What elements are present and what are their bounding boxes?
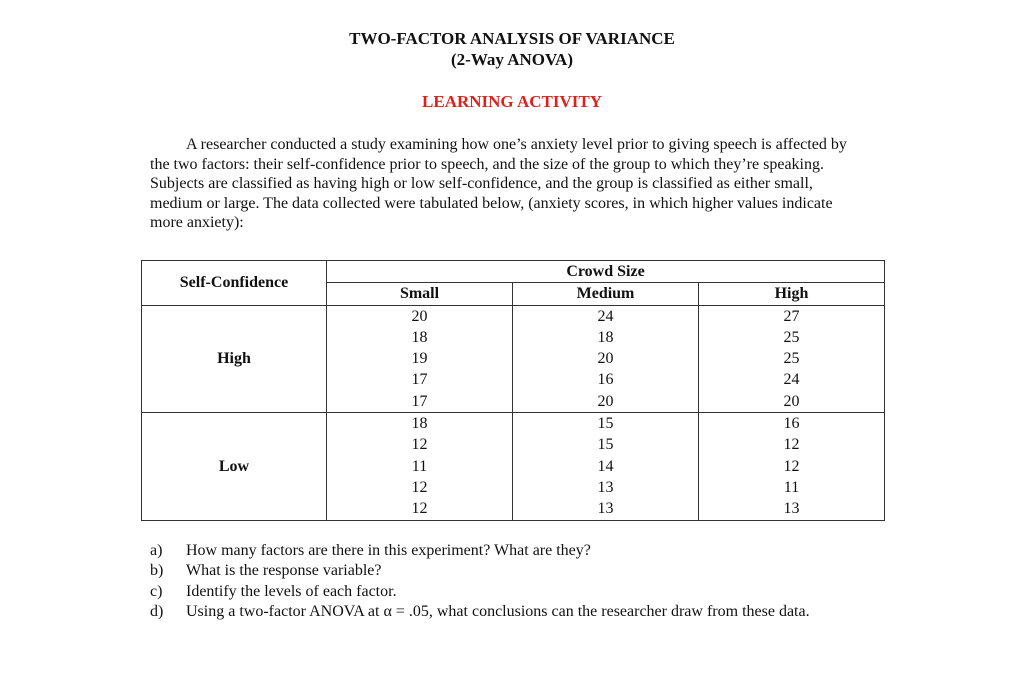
column-header-small: Small	[327, 283, 513, 305]
table-row-high	[142, 305, 885, 412]
value: 15	[597, 415, 614, 433]
intro-text: A researcher conducted a study examining how one’s anxiety level prior to giving speech is affected by the two factors: their self-confidence prior to speech, and the size of the group to which they’re speaking. Subjects are classified as having high or low self-confidence, and the group is classified as either small, medium or large. The data collected were tabulated below, (anxiety scores, in which higher values indicate more anxiety):	[150, 136, 847, 232]
col-factor-header: Crowd Size	[327, 261, 885, 283]
value: 14	[597, 457, 614, 475]
value: 11	[783, 478, 800, 496]
question-text: How many factors are there in this experiment? What are they?	[186, 542, 591, 559]
anxiety-data-table	[141, 260, 885, 521]
list-item	[150, 561, 880, 581]
value: 18	[411, 328, 428, 346]
cell-low-high	[699, 413, 885, 520]
value: 16	[783, 415, 800, 433]
question-label: d)	[150, 602, 164, 620]
value: 12	[411, 478, 428, 496]
value: 25	[783, 328, 800, 346]
list-item	[150, 602, 880, 622]
value: 17	[411, 392, 428, 410]
value: 20	[597, 350, 614, 368]
value: 15	[597, 436, 614, 454]
value: 20	[783, 392, 800, 410]
value: 13	[597, 500, 614, 518]
document-subtitle: (2-Way ANOVA)	[451, 50, 573, 69]
value: 18	[597, 328, 614, 346]
value: 12	[411, 500, 428, 518]
value: 11	[411, 457, 428, 475]
question-label: b)	[150, 562, 164, 580]
cell-high-high	[699, 305, 885, 412]
value: 27	[783, 307, 800, 325]
cell-low-medium	[513, 413, 699, 520]
question-text: Identify the levels of each factor.	[186, 582, 397, 600]
column-header-high: High	[699, 283, 885, 305]
column-header-medium: Medium	[513, 283, 699, 305]
question-text: Using a two-factor ANOVA at α = .05, what conclusions can the researcher draw from these data.	[186, 602, 810, 620]
list-item	[150, 541, 880, 561]
question-label: a)	[150, 542, 163, 559]
value: 16	[597, 371, 614, 389]
value: 20	[597, 392, 614, 410]
activity-label: LEARNING ACTIVITY	[422, 92, 602, 111]
intro-paragraph	[150, 135, 862, 233]
cell-high-small	[327, 305, 513, 412]
question-text: What is the response variable?	[186, 562, 382, 580]
value: 12	[783, 436, 800, 454]
row-label-high: High	[142, 305, 327, 412]
value: 13	[597, 478, 614, 496]
table-row-low	[142, 413, 885, 520]
value: 17	[411, 371, 428, 389]
value: 12	[783, 457, 800, 475]
cell-low-small	[327, 413, 513, 520]
row-label-low: Low	[142, 413, 327, 520]
row-factor-header: Self-Confidence	[142, 261, 327, 306]
value: 12	[411, 436, 428, 454]
cell-high-medium	[513, 305, 699, 412]
value: 19	[411, 350, 428, 368]
value: 13	[783, 500, 800, 518]
value: 24	[597, 307, 614, 325]
value: 20	[411, 307, 428, 325]
document-title: TWO-FACTOR ANALYSIS OF VARIANCE	[349, 29, 675, 48]
value: 18	[411, 415, 428, 433]
list-item	[150, 582, 880, 602]
value: 25	[783, 350, 800, 368]
value: 24	[783, 371, 800, 389]
question-list	[150, 541, 880, 622]
question-label: c)	[150, 582, 163, 600]
